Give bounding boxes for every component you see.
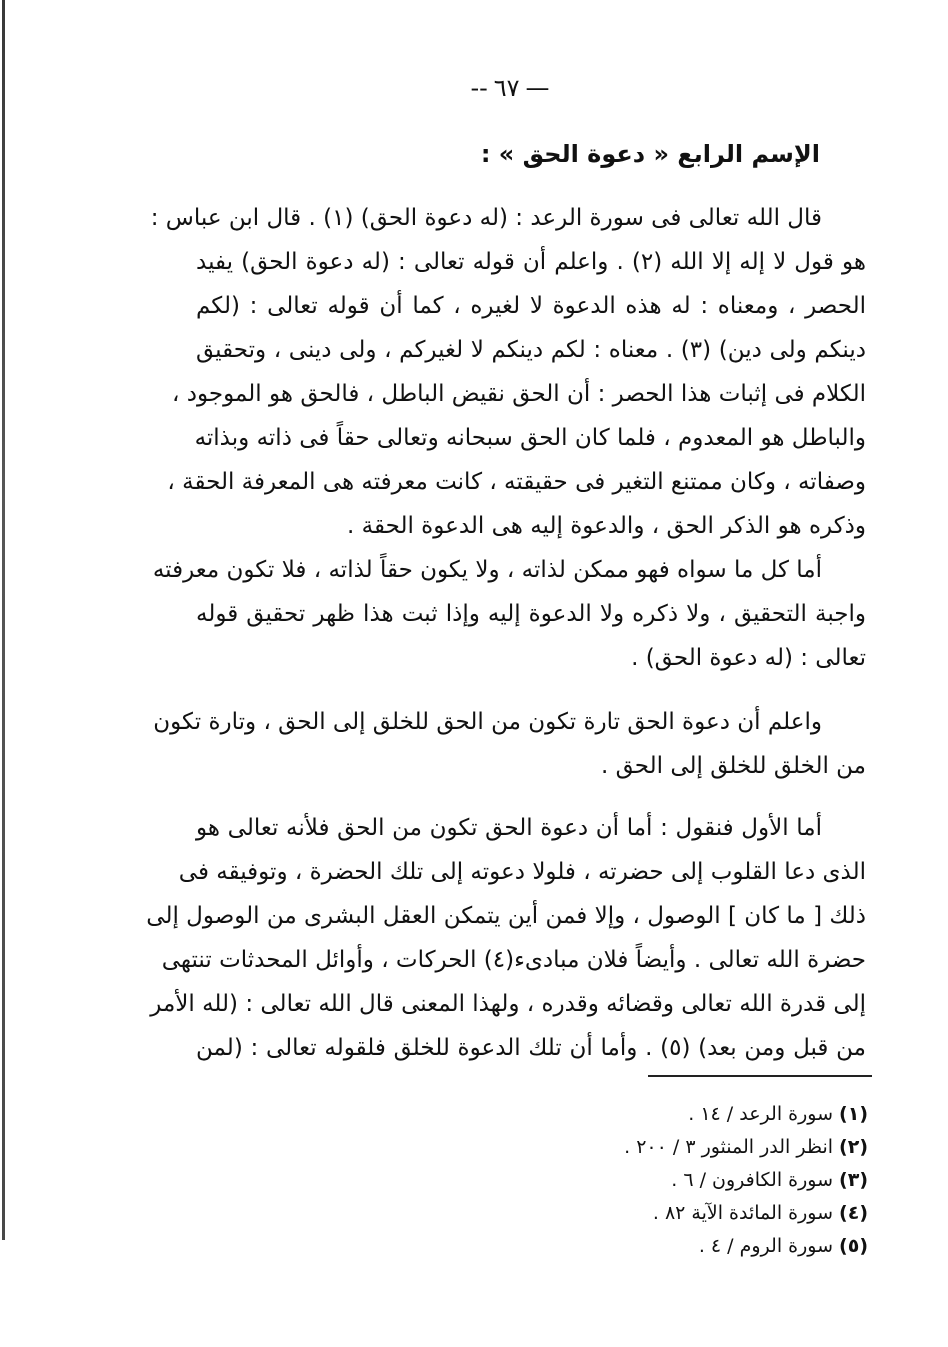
paragraph-line: الحصر ، ومعناه : له هذه الدعوة لا لغيره ، كما أن قوله تعالى : (لكم	[196, 293, 866, 319]
paragraph-line: قال الله تعالى فى سورة الرعد : (له دعوة الحق) (١) . قال ابن عباس :	[150, 205, 822, 231]
footnote-text: سورة الروم / ٤ .	[698, 1235, 834, 1257]
footnote-item	[468, 1098, 868, 1131]
page-number-dash: —	[525, 74, 550, 102]
footnote-number: (٤)	[839, 1202, 868, 1224]
page-number-value: ٦٧	[493, 74, 520, 102]
page-number-dash: --	[470, 74, 488, 102]
footnote-number: (٢)	[839, 1136, 868, 1158]
footnote-text: انظر الدر المنثور ٣ / ٢٠٠ .	[624, 1136, 834, 1158]
paragraph-line: الذى دعا القلوب إلى حضرته ، فلولا دعوته إلى تلك الحضرة ، وتوفيقه فى	[178, 859, 866, 885]
scan-edge-line	[2, 0, 5, 1240]
paragraph-line: من قبل ومن بعد) (٥) . وأما أن تلك الدعوة للخلق فلقوله تعالى : (لمن	[196, 1035, 866, 1061]
paragraph-line: إلى قدرة الله تعالى وقضائه وقدره ، ولهذا المعنى قال الله تعالى : (لله الأمر	[150, 991, 866, 1017]
footnote-item	[468, 1164, 868, 1197]
paragraph-line: هو قول لا إله إلا الله (٢) . واعلم أن قوله تعالى : (له دعوة الحق) يفيد	[196, 249, 866, 275]
paragraph-line: واجبة التحقيق ، ولا ذكره ولا الدعوة إليه وإذا ثبت هذا ظهر تحقيق قوله	[196, 601, 866, 627]
paragraph-line: والباطل هو المعدوم ، فلما كان الحق سبحانه وتعالى حقاً فى ذاته وبذاته	[194, 425, 866, 451]
footnote-text: سورة الرعد / ١٤ .	[688, 1103, 834, 1125]
footnotes	[468, 1098, 868, 1263]
footnote-separator	[648, 1075, 872, 1077]
footnote-number: (٥)	[839, 1235, 868, 1257]
paragraph-line: الكلام فى إثبات هذا الحصر : أن الحق نقيض الباطل ، فالحق هو الموجود ،	[172, 381, 866, 407]
footnote-text: سورة الكافرون / ٦ .	[671, 1169, 834, 1191]
footnote-item	[468, 1230, 868, 1263]
paragraph-line: أما الأول فنقول : أما أن دعوة الحق تكون من الحق فلأنه تعالى هو	[196, 815, 822, 841]
footnote-text: سورة المائدة الآية ٨٢ .	[652, 1202, 834, 1224]
section-heading: الإسم الرابع « دعوة الحق » :	[480, 140, 820, 168]
footnote-number: (٣)	[839, 1169, 868, 1191]
paragraph-line: وصفاته ، وكان ممتنع التغير فى حقيقته ، كانت معرفته هى المعرفة الحقة ،	[167, 469, 866, 495]
paragraph-line: حضرة الله تعالى . وأيضاً فلان مبادىء(٤) الحركات ، وأوائل المحدثات تنتهى	[161, 947, 866, 973]
paragraph-line: تعالى : (له دعوة الحق) .	[631, 645, 866, 671]
page-number	[440, 74, 580, 102]
footnote-item	[468, 1131, 868, 1164]
paragraph-line: أما كل ما سواه فهو ممكن لذاته ، ولا يكون حقاً لذاته ، فلا تكون معرفته	[152, 557, 822, 583]
paragraph-line: ذلك [ ما كان ] الوصول ، وإلا فمن أين يتمكن العقل البشرى من الوصول إلى	[146, 903, 866, 929]
paragraph-line: من الخلق للخلق إلى الحق .	[601, 753, 866, 779]
footnote-number: (١)	[839, 1103, 868, 1125]
paragraph-line: واعلم أن دعوة الحق تارة تكون من الحق للخلق إلى الحق ، وتارة تكون	[153, 709, 822, 735]
footnote-item	[468, 1197, 868, 1230]
paragraph-line: وذكره هو الذكر الحق ، والدعوة إليه هى الدعوة الحقة .	[347, 513, 866, 539]
paragraph-line: دينكم ولى دين) (٣) . معناه : لكم دينكم لا لغيركم ، ولى دينى ، وتحقيق	[196, 337, 866, 363]
